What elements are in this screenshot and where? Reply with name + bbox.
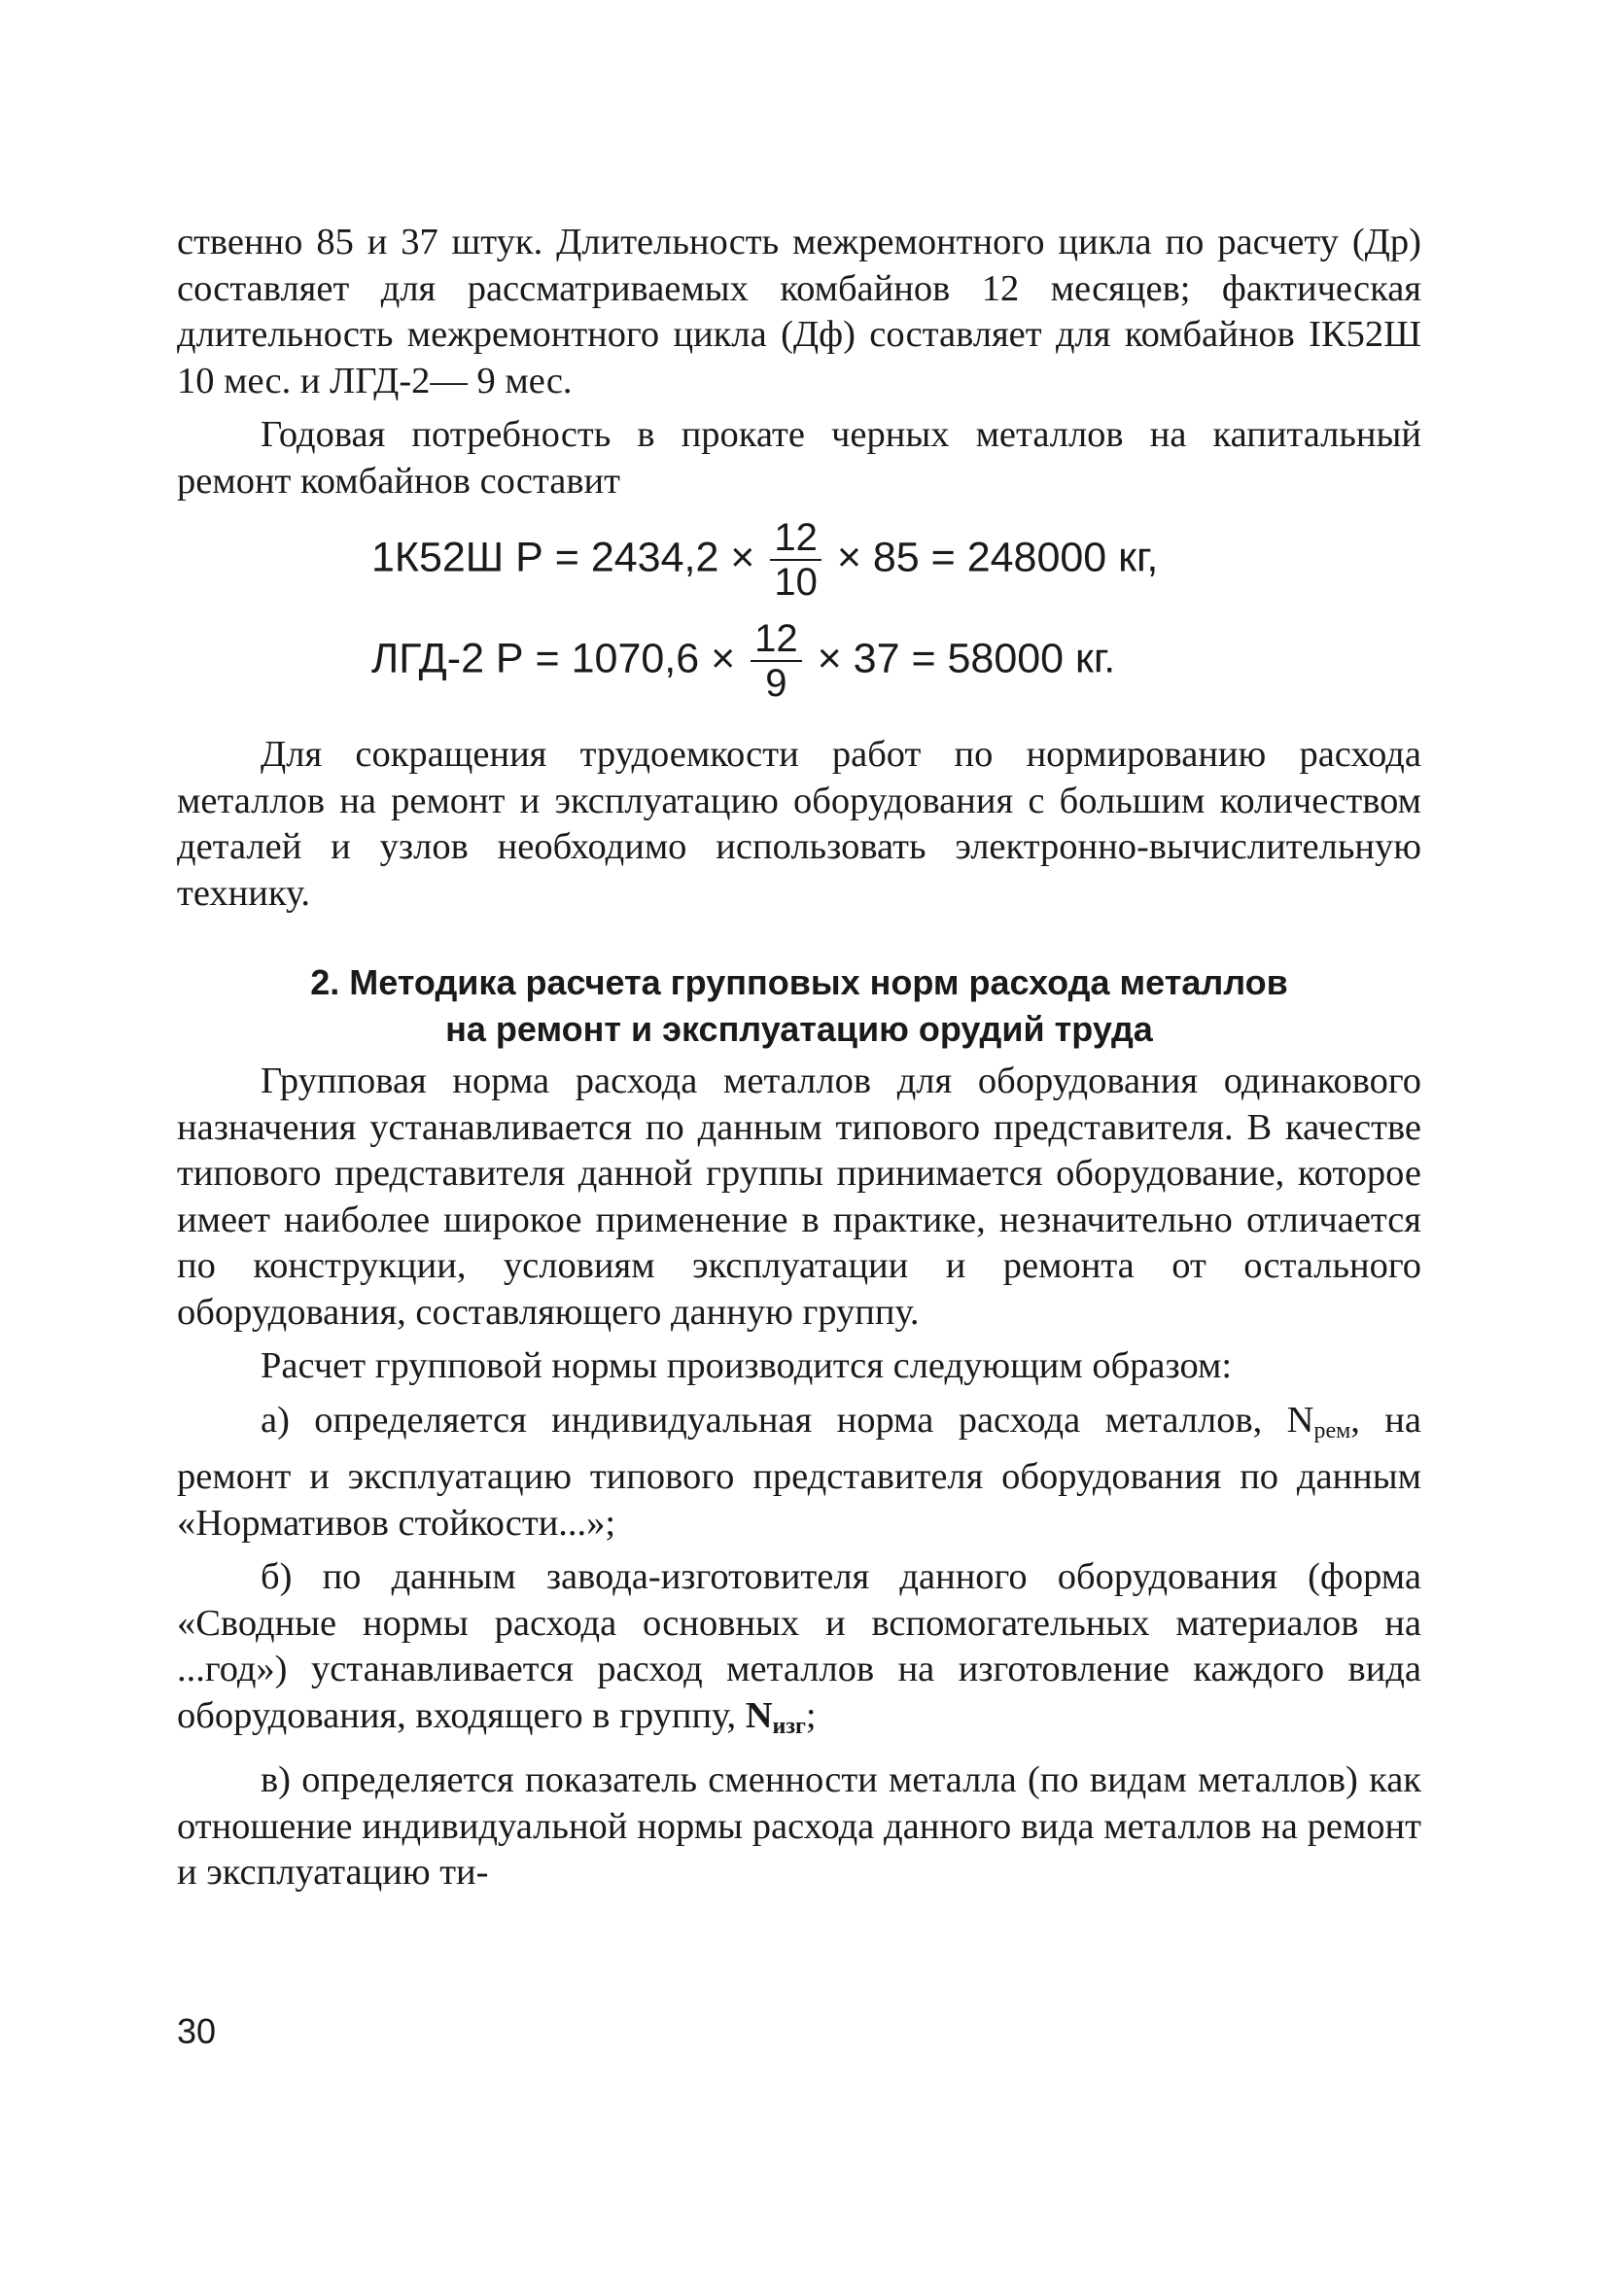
page-number: 30 (177, 2011, 217, 2051)
formula-1-rhs: × 85 = 248000 кг, (836, 534, 1159, 581)
page-content (177, 222, 1421, 2170)
list-item-b-text-start: б) по данным завода-изготовителя данного оборудования (форма «Сводные нормы расхода основных и вспомогательных материалов на ...год») устанавливается расход металлов на изготовление каждого вида оборудования, входящего в группу, (177, 1556, 1421, 1736)
list-item-a-text-start: а) определяется индивидуальная норма расхода металлов, N (261, 1399, 1314, 1441)
formula-1-fraction (770, 518, 821, 602)
section-heading-line-1: 2. Методика расчета групповых норм расхода металлов (310, 962, 1288, 1002)
list-item-a-text-end: , на ремонт и эксплуатацию типового представителя оборудования по данным «Нормативов стойкости...»; (177, 1399, 1421, 1544)
list-item-b (177, 1554, 1421, 1750)
paragraph-3: Для сокращения трудоемкости работ по нормированию расхода металлов на ремонт и эксплуатацию оборудования с большим количеством деталей и узлов необходимо использовать электронно-вычислительную технику. (177, 734, 1421, 914)
formula-1-lhs: 1К52Ш Р = 2434,2 × (371, 534, 755, 581)
list-item-b-text-end: ; (805, 1694, 817, 1736)
paragraph-4: Групповая норма расхода металлов для оборудования одинакового назначения устанавливается по данным типового представителя. В качестве типового представителя данной группы принимается оборудование, которое имеет наиболее широкое применение в практике, незначительно отличается по конструкции, условиям эксплуатации и ремонта от остального оборудования, составляющего данную группу. (177, 1061, 1421, 1333)
formula-1-denominator: 10 (774, 561, 818, 604)
formula-2-numerator: 12 (751, 619, 802, 662)
formula-1-numerator: 12 (770, 518, 821, 561)
formula-1 (177, 518, 1421, 602)
section-heading-line-2: на ремонт и эксплуатацию орудий труда (445, 1009, 1153, 1049)
section-heading (177, 959, 1421, 1053)
formula-2 (177, 619, 1421, 703)
list-item-b-subscript: изг (772, 1713, 806, 1739)
list-item-a-subscript: рем (1313, 1417, 1351, 1444)
paragraph-2: Годовая потребность в прокате черных металлов на капитальный ремонт комбайнов составит (177, 414, 1421, 502)
formula-2-rhs: × 37 = 58000 кг. (817, 635, 1116, 682)
formula-2-denominator: 9 (765, 662, 787, 705)
list-item-b-symbol: N (745, 1694, 773, 1736)
list-item-a (177, 1398, 1421, 1548)
list-item-c: в) определяется показатель сменности металла (по видам металлов) как отношение индивидуальной нормы расхода данного вида металлов на ремонт и эксплуатацию ти- (177, 1759, 1421, 1893)
formula-2-fraction (751, 619, 802, 703)
formula-2-lhs: ЛГД-2 Р = 1070,6 × (371, 635, 736, 682)
paragraph-5: Расчет групповой нормы производится следующим образом: (261, 1345, 1233, 1386)
paragraph-1: ственно 85 и 37 штук. Длительность межремонтного цикла по расчету (Др) составляет для рассматриваемых комбайнов 12 месяцев; фактическая длительность межремонтного цикла (Дф) составляет для комбайнов IК52Ш 10 мес. и ЛГД-2— 9 мес. (177, 222, 1421, 401)
